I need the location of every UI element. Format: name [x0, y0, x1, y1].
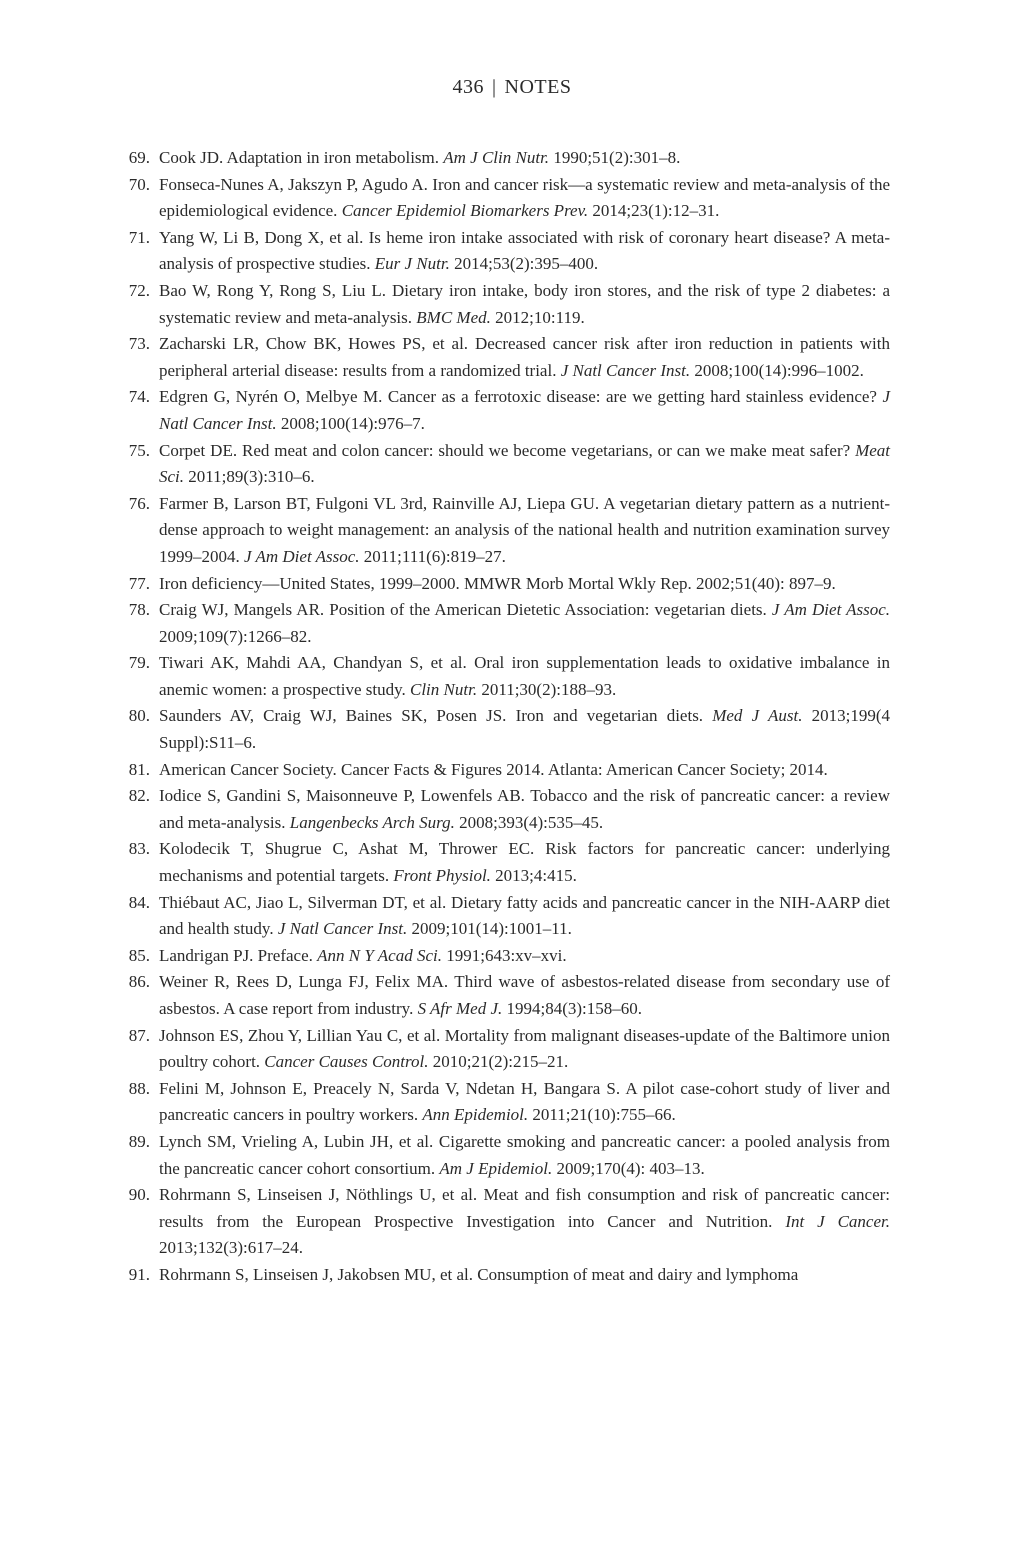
note-volume-pages: 2009;101(14):1001–11. — [407, 919, 572, 939]
note-text — [159, 148, 680, 167]
note-entry — [118, 650, 890, 703]
note-entry — [118, 597, 890, 650]
note-number: 82. — [128, 786, 150, 806]
note-citation: Farmer B, Larson BT, Fulgoni VL 3rd, Rainville AJ, Liepa GU. A vegetarian dietary pattern as a nutrient-dense approach to weight management: an analysis of the national health and nutrition examination survey 1999–2004. — [159, 493, 890, 566]
note-journal: Eur J Nutr. — [374, 254, 450, 274]
notes-list — [118, 145, 890, 1289]
note-entry — [118, 1129, 890, 1182]
note-text — [159, 600, 890, 646]
note-volume-pages: 2014;23(1):12–31. — [588, 201, 720, 221]
note-number: 90. — [128, 1185, 150, 1205]
note-citation: Fonseca-Nunes A, Jakszyn P, Agudo A. Iron and cancer risk—a systematic review and meta-analysis of the epidemiological evidence. — [159, 174, 890, 221]
page-number: 436 — [452, 76, 485, 98]
note-volume-pages: 2013;4:415. — [490, 866, 577, 886]
note-citation: Rohrmann S, Linseisen J, Jakobsen MU, et al. Consumption of meat and dairy and lymphoma — [159, 1264, 799, 1284]
note-number: 71. — [128, 227, 150, 247]
note-volume-pages: 2008;100(14):976–7. — [276, 413, 425, 433]
note-text — [159, 760, 828, 779]
note-journal: Int J Cancer. — [785, 1211, 890, 1231]
note-volume-pages: 2011;30(2):188–93. — [477, 679, 617, 699]
note-journal: Med J Aust. — [712, 706, 803, 726]
note-citation: Rohrmann S, Linseisen J, Nöthlings U, et al. Meat and fish consumption and risk of pancreatic cancer: results from the European Prospective Investigation into Cancer and Nutrition. — [159, 1185, 890, 1231]
note-journal: J Am Diet Assoc. — [244, 546, 360, 566]
note-number: 81. — [128, 759, 150, 779]
note-citation: Iodice S, Gandini S, Maisonneuve P, Lowenfels AB. Tobacco and the risk of pancreatic cancer: a review and meta-analysis. — [159, 786, 890, 832]
note-number: 87. — [128, 1025, 150, 1045]
note-volume-pages: 1994;84(3):158–60. — [502, 999, 643, 1018]
note-text — [159, 1185, 890, 1257]
note-citation: Lynch SM, Vrieling A, Lubin JH, et al. Cigarette smoking and pancreatic cancer: a pooled analysis from the pancreatic cancer cohort consortium. — [159, 1131, 890, 1178]
note-citation: Johnson ES, Zhou Y, Lillian Yau C, et al. Mortality from malignant diseases-update of the Baltimore union poultry cohort. — [159, 1025, 890, 1072]
note-journal: Cancer Causes Control. — [264, 1052, 429, 1072]
note-volume-pages: 2011;89(3):310–6. — [184, 467, 315, 487]
note-text — [159, 334, 890, 380]
note-volume-pages: 2013;199(4 Suppl):S11–6. — [159, 706, 890, 753]
note-number: 84. — [128, 892, 150, 912]
note-number: 73. — [128, 334, 150, 354]
section-title: NOTES — [504, 76, 572, 98]
note-journal: Clin Nutr. — [410, 679, 478, 699]
note-volume-pages: 2010;21(2):215–21. — [428, 1052, 569, 1072]
note-journal: S Afr Med J. — [417, 999, 503, 1018]
note-journal: Front Physiol. — [393, 866, 491, 886]
note-journal: Meat Sci. — [159, 440, 890, 487]
note-entry — [118, 1262, 890, 1289]
note-entry — [118, 836, 890, 889]
note-text — [159, 1265, 798, 1284]
note-journal: Ann Epidemiol. — [422, 1105, 529, 1125]
note-number: 74. — [128, 387, 150, 407]
note-number: 79. — [128, 653, 150, 673]
note-citation: Felini M, Johnson E, Preacely N, Sarda V, Ndetan H, Bangara S. A pilot case-cohort study of liver and pancreatic cancers in poultry workers. — [159, 1078, 890, 1125]
note-text — [159, 574, 836, 593]
note-volume-pages: 2011;111(6):819–27. — [359, 546, 506, 566]
note-text — [159, 1026, 890, 1072]
note-journal: J Natl Cancer Inst. — [277, 919, 408, 939]
note-number: 89. — [128, 1131, 150, 1151]
note-number: 76. — [128, 493, 150, 513]
note-entry — [118, 225, 890, 278]
note-text — [159, 228, 890, 274]
note-text — [159, 786, 890, 832]
note-text — [159, 175, 890, 221]
note-number: 70. — [128, 174, 150, 194]
note-citation: Thiébaut AC, Jiao L, Silverman DT, et al. Dietary fatty acids and pancreatic cancer in the NIH-AARP diet and health study. — [159, 892, 890, 939]
note-volume-pages: 2012;10:119. — [490, 307, 585, 327]
note-number: 72. — [128, 280, 150, 300]
note-citation: Tiwari AK, Mahdi AA, Chandyan S, et al. Oral iron supplementation leads to oxidative imbalance in anemic women: a prospective study. — [159, 653, 890, 699]
note-entry — [118, 384, 890, 437]
note-text — [159, 441, 890, 487]
note-number: 80. — [128, 706, 150, 726]
note-journal: Am J Epidemiol. — [439, 1158, 553, 1178]
note-volume-pages: 2011;21(10):755–66. — [528, 1105, 676, 1125]
note-text — [159, 653, 890, 699]
note-entry — [118, 331, 890, 384]
note-journal: J Am Diet Assoc. — [771, 600, 891, 620]
note-citation: Iron deficiency—United States, 1999–2000. MMWR Morb Mortal Wkly Rep. 2002;51(40): 897–9. — [159, 573, 836, 593]
note-entry — [118, 1182, 890, 1262]
running-head — [0, 76, 1024, 99]
note-entry — [118, 145, 890, 172]
note-text — [159, 1132, 890, 1178]
note-volume-pages: 2014;53(2):395–400. — [449, 254, 599, 274]
header-separator: | — [492, 76, 497, 98]
note-journal: Langenbecks Arch Surg. — [289, 812, 455, 832]
note-entry — [118, 438, 890, 491]
note-journal: J Natl Cancer Inst. — [159, 387, 890, 433]
note-entry — [118, 491, 890, 571]
note-journal: Cancer Epidemiol Biomarkers Prev. — [341, 201, 589, 221]
note-text — [159, 281, 890, 327]
note-number: 69. — [128, 148, 150, 167]
note-entry — [118, 783, 890, 836]
note-citation: Bao W, Rong Y, Rong S, Liu L. Dietary iron intake, body iron stores, and the risk of type 2 diabetes: a systematic review and meta-analysis. — [159, 280, 890, 327]
note-citation: Cook JD. Adaptation in iron metabolism. — [159, 148, 444, 167]
note-entry — [118, 571, 890, 598]
note-journal: Ann N Y Acad Sci. — [317, 945, 442, 965]
note-entry — [118, 890, 890, 943]
note-text — [159, 1079, 890, 1125]
note-citation: Yang W, Li B, Dong X, et al. Is heme iron intake associated with risk of coronary heart disease? A meta-analysis of prospective studies. — [159, 227, 890, 274]
note-entry — [118, 969, 890, 1022]
note-citation: Corpet DE. Red meat and colon cancer: should we become vegetarians, or can we make meat safer? — [159, 440, 856, 460]
note-number: 85. — [128, 945, 150, 965]
note-citation: Zacharski LR, Chow BK, Howes PS, et al. Decreased cancer risk after iron reduction in patients with peripheral arterial disease: results from a randomized trial. — [159, 334, 890, 380]
note-text — [159, 494, 890, 566]
note-volume-pages: 1991;643:xv–xvi. — [441, 945, 567, 965]
note-journal: J Natl Cancer Inst. — [560, 360, 691, 380]
note-journal: BMC Med. — [416, 307, 491, 327]
note-citation: Saunders AV, Craig WJ, Baines SK, Posen JS. Iron and vegetarian diets. — [159, 706, 713, 726]
note-entry — [118, 1076, 890, 1129]
note-citation: Edgren G, Nyrén O, Melbye M. Cancer as a ferrotoxic disease: are we getting hard stainless evidence? — [159, 387, 883, 407]
note-number: 86. — [128, 972, 150, 992]
note-volume-pages: 2009;170(4): 403–13. — [552, 1158, 705, 1178]
note-volume-pages: 2009;109(7):1266–82. — [159, 626, 312, 646]
note-journal: Am J Clin Nutr. — [443, 148, 550, 167]
note-citation: American Cancer Society. Cancer Facts & Figures 2014. Atlanta: American Cancer Society; 2014. — [159, 759, 828, 779]
note-citation: Weiner R, Rees D, Lunga FJ, Felix MA. Third wave of asbestos-related disease from secondary use of asbestos. A case report from industry. — [159, 972, 890, 1018]
note-entry — [118, 757, 890, 784]
note-number: 91. — [128, 1264, 150, 1284]
note-citation: Landrigan PJ. Preface. — [159, 945, 318, 965]
note-number: 75. — [128, 440, 150, 460]
note-number: 77. — [128, 573, 150, 593]
note-entry — [118, 172, 890, 225]
note-volume-pages: 2008;100(14):996–1002. — [690, 360, 864, 380]
note-citation: Craig WJ, Mangels AR. Position of the American Dietetic Association: vegetarian diets. — [159, 600, 772, 620]
note-text — [159, 387, 890, 433]
note-number: 83. — [128, 839, 150, 859]
note-entry — [118, 1023, 890, 1076]
note-volume-pages: 1990;51(2):301–8. — [549, 148, 681, 167]
note-number: 78. — [128, 600, 150, 620]
note-entry — [118, 278, 890, 331]
note-entry — [118, 943, 890, 970]
note-text — [159, 706, 890, 752]
note-volume-pages: 2008;393(4):535–45. — [454, 812, 604, 832]
note-text — [159, 946, 567, 965]
note-text — [159, 839, 890, 885]
note-entry — [118, 703, 890, 756]
note-number: 88. — [128, 1078, 150, 1098]
note-volume-pages: 2013;132(3):617–24. — [159, 1238, 304, 1258]
note-citation: Kolodecik T, Shugrue C, Ashat M, Thrower EC. Risk factors for pancreatic cancer: underlying mechanisms and potential targets. — [159, 839, 890, 886]
note-text — [159, 893, 890, 939]
note-text — [159, 972, 890, 1018]
